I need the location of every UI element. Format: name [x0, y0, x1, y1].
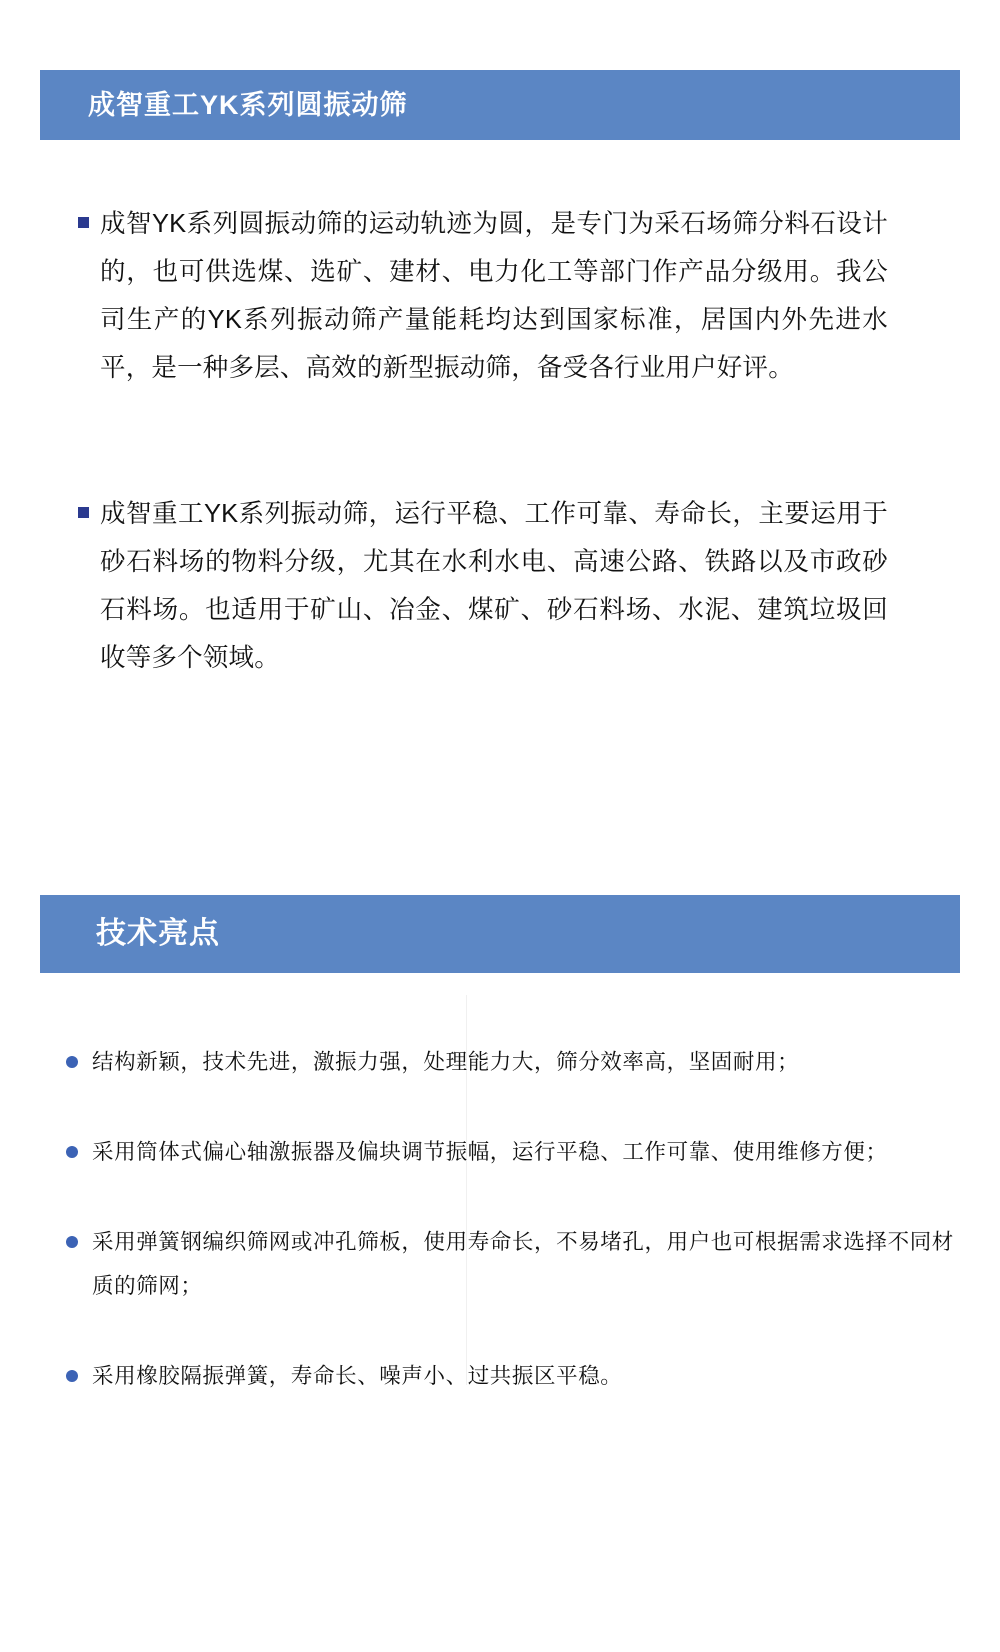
list-item — [60, 1130, 960, 1174]
product-paragraph-item — [78, 200, 888, 392]
list-item — [60, 1354, 960, 1398]
highlight-text: 采用弹簧钢编织筛网或冲孔筛板，使用寿命长，不易堵孔，用户也可根据需求选择不同材质的筛网； — [92, 1230, 954, 1298]
square-bullet-icon — [78, 507, 89, 518]
list-item — [60, 1040, 960, 1084]
highlight-text: 采用橡胶隔振弹簧，寿命长、噪声小、过共振区平稳。 — [92, 1364, 623, 1388]
highlight-text: 采用筒体式偏心轴激振器及偏块调节振幅，运行平稳、工作可靠、使用维修方便； — [92, 1140, 888, 1164]
highlight-text: 结构新颖，技术先进，激振力强，处理能力大，筛分效率高，坚固耐用； — [92, 1050, 800, 1074]
product-paragraph-2-block — [78, 490, 888, 682]
highlights-section-header — [40, 895, 960, 973]
highlights-list — [60, 1040, 960, 1398]
highlights-section-title: 技术亮点 — [96, 917, 220, 950]
dot-bullet-icon — [66, 1056, 78, 1068]
product-paragraph-1-text: 成智YK系列圆振动筛的运动轨迹为圆，是专门为采石场筛分料石设计的，也可供选煤、选矿、建材、电力化工等部门作产品分级用。我公司生产的YK系列振动筛产量能耗均达到国家标准，居国内外先进水平，是一种多层、高效的新型振动筛，备受各行业用户好评。 — [100, 210, 888, 382]
square-bullet-icon — [78, 217, 89, 228]
list-item — [60, 1220, 960, 1308]
dot-bullet-icon — [66, 1236, 78, 1248]
product-section-header — [40, 70, 960, 140]
product-paragraph-1-block — [78, 200, 888, 392]
product-paragraph-2-text: 成智重工YK系列振动筛，运行平稳、工作可靠、寿命长，主要运用于砂石料场的物料分级，尤其在水利水电、高速公路、铁路以及市政砂石料场。也适用于矿山、冶金、煤矿、砂石料场、水泥、建筑垃圾回收等多个领域。 — [100, 500, 888, 672]
product-section-title: 成智重工YK系列圆振动筛 — [88, 89, 408, 120]
dot-bullet-icon — [66, 1370, 78, 1382]
product-paragraph-item — [78, 490, 888, 682]
dot-bullet-icon — [66, 1146, 78, 1158]
